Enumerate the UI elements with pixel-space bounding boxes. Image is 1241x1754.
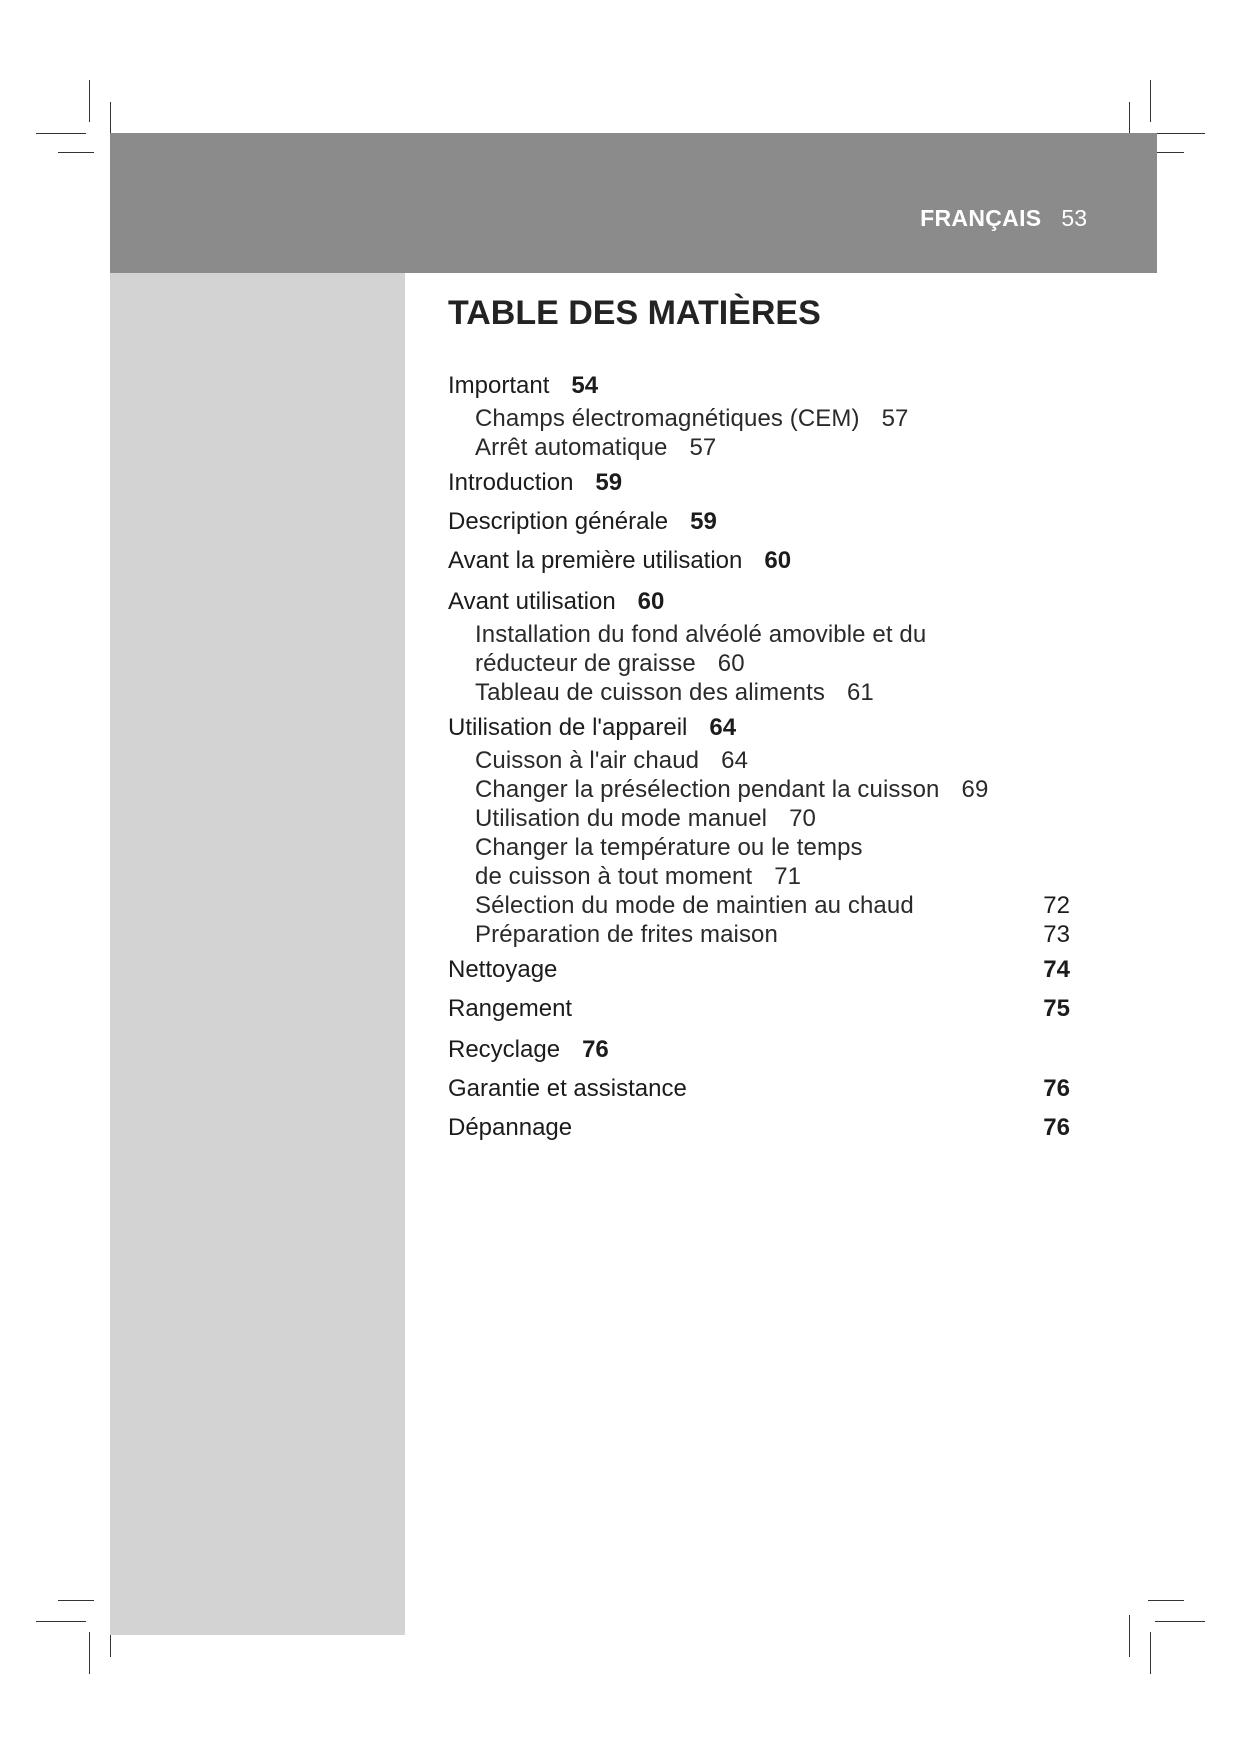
- toc-entry-label: Important: [448, 372, 550, 399]
- toc-subentry-arret-automatique[interactable]: [475, 433, 716, 463]
- toc-entry-page: 60: [717, 650, 745, 677]
- toc-entry-page: 70: [789, 805, 816, 832]
- toc-subentry-mode-manuel[interactable]: [475, 804, 816, 834]
- toc-entry-page: 74: [1043, 956, 1070, 983]
- toc-entry-label: Utilisation du mode manuel: [475, 805, 768, 832]
- toc-entry-label: Nettoyage: [448, 956, 558, 983]
- toc-entry-label: Préparation de frites maison: [475, 921, 778, 948]
- toc-entry-page: 57: [881, 405, 909, 432]
- toc-subentry-maintien-chaud[interactable]: [475, 891, 914, 921]
- toc-entry-page: 73: [1043, 921, 1070, 948]
- toc-entry-page: 72: [1043, 892, 1070, 919]
- toc-entry-nettoyage[interactable]: [448, 955, 557, 985]
- toc-entry-page: 61: [846, 679, 874, 706]
- toc-entry-label: Changer la présélection pendant la cuisson: [475, 776, 940, 803]
- toc-entry-page: 60: [637, 588, 665, 615]
- toc-entry-page: 59: [690, 508, 717, 535]
- toc-subentry-changer-preselection[interactable]: [475, 775, 988, 805]
- toc-entry-page: 75: [1043, 995, 1070, 1022]
- toc-subentry-tableau-cuisson[interactable]: [475, 678, 874, 708]
- toc-entry-label: Changer la température ou le temps: [475, 834, 863, 861]
- toc-entry-avant-premiere-utilisation[interactable]: [448, 546, 791, 576]
- toc-entry-page: 64: [721, 747, 749, 774]
- toc-subentry-installation-fond[interactable]: [475, 620, 926, 650]
- toc-entry-label: Dépannage: [448, 1114, 573, 1141]
- toc-entry-description-generale[interactable]: [448, 507, 717, 537]
- toc-entry-recyclage[interactable]: [448, 1035, 609, 1065]
- toc-entry-page: 76: [1043, 1075, 1070, 1102]
- toc-entry-label: Avant la première utilisation: [448, 547, 743, 574]
- toc-subentry-reducteur-graisse[interactable]: [475, 649, 745, 679]
- toc-entry-important[interactable]: [448, 371, 598, 401]
- toc-subentry-changer-temperature[interactable]: [475, 833, 863, 863]
- toc-entry-page: 54: [571, 372, 599, 399]
- page-number: 53: [1061, 205, 1087, 231]
- toc-subentry-cuisson-air-chaud[interactable]: [475, 746, 748, 776]
- toc-entry-label: Description générale: [448, 508, 669, 535]
- toc-subentry-cuisson-tout-moment[interactable]: [475, 862, 801, 892]
- toc-entry-page: 57: [689, 434, 717, 461]
- toc-entry-label: Cuisson à l'air chaud: [475, 747, 700, 774]
- toc-entry-page: 64: [709, 714, 737, 741]
- toc-entry-label: Champs électromagnétiques (CEM): [475, 405, 860, 432]
- toc-entry-page: 69: [961, 776, 989, 803]
- toc-entry-label: de cuisson à tout moment: [475, 863, 753, 890]
- toc-entry-label: Sélection du mode de maintien au chaud: [475, 892, 914, 919]
- toc-entry-rangement[interactable]: [448, 994, 572, 1024]
- toc-entry-garantie-assistance[interactable]: [448, 1074, 687, 1104]
- toc-entry-avant-utilisation[interactable]: [448, 587, 664, 617]
- toc-entry-label: Tableau de cuisson des aliments: [475, 679, 825, 706]
- toc-entry-label: Garantie et assistance: [448, 1075, 687, 1102]
- toc-entry-label: Installation du fond alvéolé amovible et du: [475, 621, 927, 648]
- toc-subentry-cem[interactable]: [475, 404, 909, 434]
- toc-subentry-frites-maison[interactable]: [475, 920, 778, 950]
- language-label: FRANÇAIS: [920, 205, 1042, 231]
- toc-entry-label: Avant utilisation: [448, 588, 616, 615]
- toc-entry-utilisation-appareil[interactable]: [448, 713, 736, 743]
- toc-entry-page: 59: [595, 469, 623, 496]
- toc-entry-label: Utilisation de l'appareil: [448, 714, 688, 741]
- toc-entry-label: Recyclage: [448, 1036, 561, 1063]
- toc-entry-introduction[interactable]: [448, 468, 622, 498]
- toc-entry-label: réducteur de graisse: [475, 650, 696, 677]
- toc-entry-page: 60: [764, 547, 792, 574]
- toc-entry-page: 76: [582, 1036, 609, 1063]
- toc-entry-page: 71: [774, 863, 802, 890]
- toc-entry-depannage[interactable]: [448, 1113, 572, 1143]
- toc-entry-label: Arrêt automatique: [475, 434, 668, 461]
- page-title: TABLE DES MATIÈRES: [448, 294, 821, 332]
- toc-entry-page: 76: [1043, 1114, 1070, 1141]
- toc-entry-label: Introduction: [448, 469, 574, 496]
- toc-entry-label: Rangement: [448, 995, 573, 1022]
